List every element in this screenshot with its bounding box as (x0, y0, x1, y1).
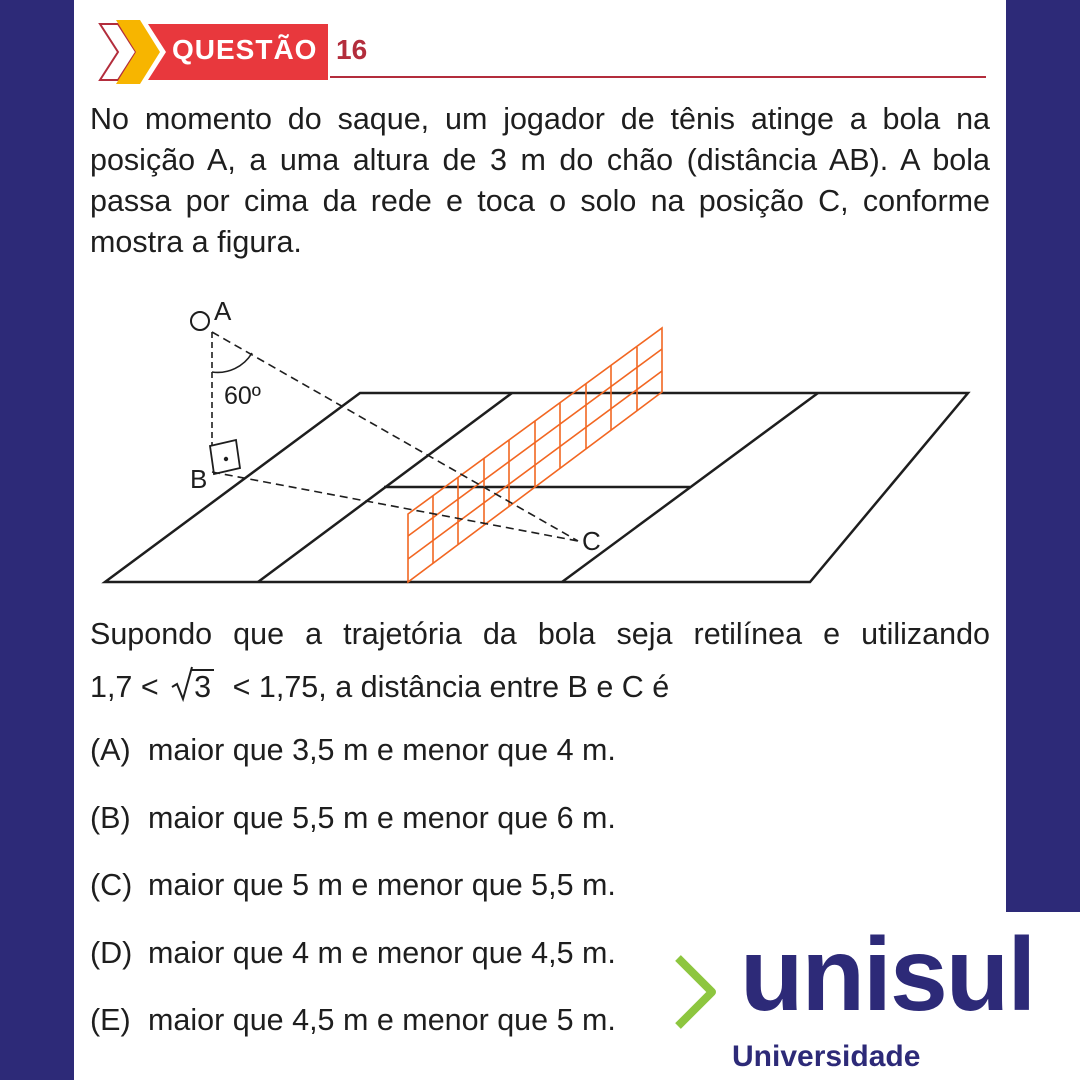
label-c: C (582, 526, 601, 556)
logo-wordmark: unisul (740, 917, 1035, 1033)
angle-label: 60º (224, 382, 261, 410)
tennis-net (408, 328, 662, 582)
option-letter: (A) (90, 733, 131, 767)
option-letter: (C) (90, 868, 133, 902)
option-a[interactable] (90, 733, 690, 801)
label-a: A (214, 296, 232, 326)
option-text: maior que 4,5 m e menor que 5 m. (148, 1003, 616, 1037)
right-angle-dot (224, 457, 228, 461)
label-b: B (190, 464, 208, 494)
logo-subtitle: Universidade (732, 1040, 921, 1073)
logo-chevron-icon (672, 952, 722, 1032)
condition-prefix: 1,7 < (90, 670, 159, 704)
question-statement (90, 99, 990, 263)
option-text: maior que 3,5 m e menor que 4 m. (148, 733, 616, 767)
radical-sign-icon (171, 663, 193, 703)
question-number: 16 (336, 34, 368, 65)
option-b[interactable] (90, 801, 690, 869)
option-d[interactable] (90, 936, 690, 1004)
answer-options (90, 733, 690, 1071)
square-root (171, 667, 214, 708)
condition-suffix: < 1,75, a distância entre B e C é (232, 670, 670, 704)
option-c[interactable] (90, 868, 690, 936)
condition-line-2 (90, 667, 990, 708)
question-condition (90, 614, 990, 708)
tennis-court-figure (100, 296, 980, 592)
statement-line: passa por cima da rede e toca o solo na posição C, conforme (90, 184, 990, 218)
statement-line: No momento do saque, um jogador de tênis atinge a bola na (90, 102, 990, 136)
option-letter: (D) (90, 935, 133, 970)
condition-line: Supondo que a trajetória da bola seja retilínea e utilizando (90, 617, 990, 651)
segment-bc (212, 472, 578, 541)
radicand: 3 (191, 669, 214, 703)
option-text: maior que 4 m e menor que 4,5 m. (148, 935, 616, 970)
option-letter: (B) (90, 800, 131, 835)
header-rule (330, 76, 986, 78)
option-letter: (E) (90, 1003, 131, 1037)
ball-trajectory (212, 332, 578, 541)
option-text: maior que 5,5 m e menor que 6 m. (148, 800, 616, 835)
question-label: QUESTÃO (172, 34, 318, 65)
ball-icon (191, 312, 209, 330)
statement-line: posição A, a uma altura de 3 m do chão (distância AB). A bola (90, 143, 990, 177)
angle-arc (212, 353, 252, 372)
statement-line: mostra a figura. (90, 225, 302, 259)
option-e[interactable] (90, 1003, 690, 1071)
right-angle-mark (210, 440, 240, 474)
option-text: maior que 5 m e menor que 5,5 m. (148, 868, 616, 902)
